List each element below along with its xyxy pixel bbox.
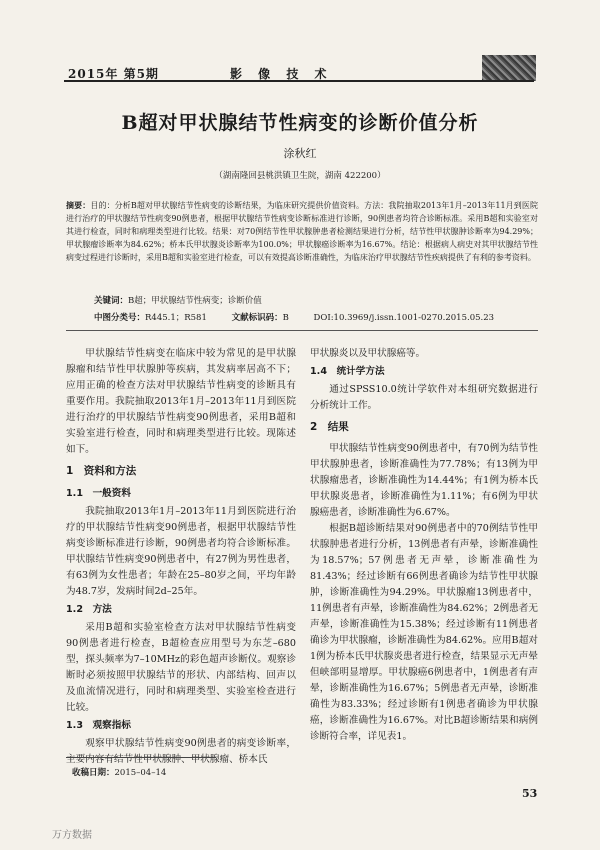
journal-logo-image [482,55,536,81]
abstract-label: 摘要： [66,201,91,210]
class-value: R445.1；R581 [145,313,207,323]
section-heading: 1 资料和方法 [66,465,137,477]
header-rule [64,80,534,82]
code-value: B [282,313,289,323]
received-value: 2015–04–14 [114,768,167,778]
author-affiliation: （湖南隆回县桃洪镇卫生院，湖南 422200） [214,171,386,181]
section-heading: 2 结果 [310,421,349,433]
received-label: 收稿日期： [72,768,115,778]
paragraph: 甲状腺结节性病变90例患者中，有70例为结节性甲状腺肿患者，诊断准确性为77.78%；有13例为甲状腺瘤患者，诊断准确性为14.44%；有1例为桥本氏甲状腺炎患者，诊断准确性为1.11%；有6例为甲状腺癌患者，诊断准确性为6.67%。 [310,443,538,518]
issue-label: 2015年 第5期 [68,67,159,81]
right-column [310,346,538,745]
paragraph: 观察甲状腺结节性病变90例患者的病变诊断率，主要内容有结节性甲状腺肿、甲状腺瘤、桥本氏 [66,738,296,765]
page-number: 53 [522,787,538,800]
abstract [66,199,538,264]
classification-line [94,311,516,323]
doi: DOI:10.3969/j.issn.1001-0270.2015.05.23 [313,313,495,323]
paragraph-continuation: 甲状腺炎以及甲状腺癌等。 [310,348,426,359]
watermark: 万方数据 [52,830,92,841]
subsection-heading: 1.3 观察指标 [66,720,131,731]
paragraph: 根据B超诊断结果对90例患者中的70例结节性甲状腺肿患者进行分析，13例患者有声晕，诊断准确性为18.57%；57例患者无声晕，诊断准确性为81.43%；经过诊断有66例患者确诊为结节性甲状腺肿，诊断准确性为94.29%。甲状腺瘤13例患者中，11例患者有声晕，诊断准确性为84.62%；2例患者无声晕，诊断准确性为15.38%；经过诊断有11例患者确诊为甲状腺瘤，诊断准确性为84.62%。应用B超对1例为桥本氏甲状腺炎患者进行检查，结果显示无声晕但峡部明显增厚。甲状腺癌6例患者中，1例患者有声晕，诊断准确性为16.67%；5例患者无声晕，诊断准确性为83.33%；经过诊断有1例患者确诊为甲状腺癌，诊断准确性为16.67%。对比B超诊断结果和病例诊断符合率，详见表1。 [310,523,538,742]
subsection-heading: 1.1 一般资料 [66,488,131,499]
article-title: B超对甲状腺结节性病变的诊断价值分析 [121,112,479,134]
subsection-heading: 1.4 统计学方法 [310,366,385,377]
intro-paragraph: 甲状腺结节性病变在临床中较为常见的是甲状腺腺瘤和结节性甲状腺肿等疾病，其发病率居高不下；应用正确的检查方法对甲状腺结节性病变的诊断具有重要作用。我院抽取2013年1月–2013年11月到医院进行治疗的甲状腺结节性病变90例患者，采用B超和实验室进行检查，同时和病理类型进行比较。现陈述如下。 [66,348,296,455]
keywords-label: 关键词： [94,296,129,306]
article-author: 涂秋红 [283,147,317,160]
left-column [66,346,296,768]
class-label: 中图分类号： [94,313,146,323]
keywords [94,294,262,306]
abstract-text: 目的：分析B超对甲状腺结节性病变的诊断结果，为临床研究提供价值资料。方法：我院抽取2013年1月–2013年11月到医院进行治疗的甲状腺结节性病变90例患者，根据甲状腺结节性病变诊断标准进行诊断，90例患者均符合诊断标准。采用B超和实验室对其进行检查，同时和病理类型进行比较。结果：对70例结节性甲状腺肿患者检测结果进行分析，结节性甲状腺肿诊断率为94.29%；甲状腺瘤诊断率为84.62%；桥本氏甲状腺炎诊断率为100.0%；甲状腺癌诊断率为16.67%。结论：根据病人病史对其甲状腺结节性病变过程进行诊断时，采用B超和实验室进行检查，可以有效提高诊断准确性，为临床治疗甲状腺结节性疾病提供了有利的参考资料。 [66,201,538,262]
footnote-rule [66,757,216,758]
keywords-text: B超；甲状腺结节性病变；诊断价值 [128,296,262,306]
code-label: 文献标识码： [231,313,283,323]
journal-name: 影 像 技 术 [230,67,333,81]
paragraph: 采用B超和实验室检查方法对甲状腺结节性病变90例患者进行检查，B超检查应用型号为东芝–680型，探头频率为7–10MHz的彩色超声诊断仪。观察诊断时必须按照甲状腺结节的形状、内部结构、回声以及血流情况进行，同时和病理类型、实验室检查进行比较。 [66,622,296,713]
abstract-divider [66,330,538,331]
received-date [72,766,166,778]
paragraph: 通过SPSS10.0统计学软件对本组研究数据进行分析统计工作。 [310,384,538,411]
subsection-heading: 1.2 方法 [66,604,112,615]
paragraph: 我院抽取2013年1月–2013年11月到医院进行治疗的甲状腺结节性病变90例患者，根据甲状腺结节性病变诊断标准进行诊断，90例患者均符合诊断标准。甲状腺结节性病变90例患者中，有27例为男性患者，有63例为女性患者；年龄在25–80岁之间，平均年龄为48.7岁，发病时间2d–25年。 [66,506,296,597]
